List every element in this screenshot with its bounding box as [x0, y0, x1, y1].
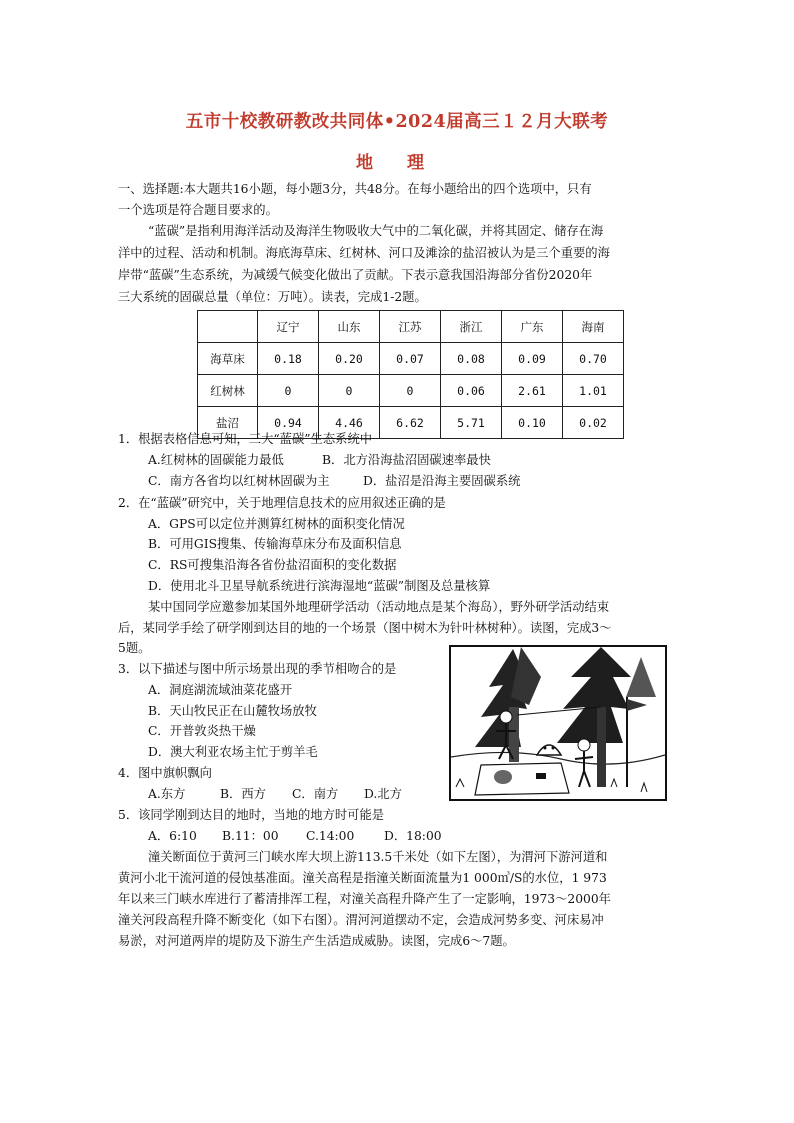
q4-option-b: B．西方: [220, 787, 266, 801]
table-cell: 4.46: [319, 407, 380, 439]
table-cell: 2.61: [502, 375, 563, 407]
q1-option-b: B．北方沿海盐沼固碳速率最快: [322, 453, 491, 467]
q3-option-b: B．天山牧民正在山麓牧场放牧: [148, 704, 317, 718]
passage-line: 潼关断面位于黄河三门峡水库大坝上游113.5千米处（如下左图），为渭河下游河道和: [148, 850, 608, 864]
flag-icon: [627, 697, 647, 787]
table-cell: 1.01: [563, 375, 624, 407]
question-1-stem: 1．根据表格信息可知，三大“蓝碳”生态系统中: [118, 432, 373, 446]
q4-option-a: A.东方: [148, 787, 186, 801]
conifer-tree-right: [557, 647, 656, 787]
subject-title: 地 理: [356, 153, 438, 173]
passage-line: 后，某同学手绘了研学刚到达目的地的一个场景（图中树木为针叶林树种）。读图，完成3～: [118, 621, 612, 635]
section-intro-line-1: 一、选择题:本大题共16小题，每小题3分，共48分。在每小题给出的四个选项中，只有: [118, 182, 592, 196]
row-label: 海草床: [198, 343, 258, 375]
q5-option-b: B.11：00: [222, 829, 279, 843]
q3-option-d: D．澳大利亚农场主忙于剪羊毛: [148, 745, 318, 759]
table-cell: 0.18: [258, 343, 319, 375]
table-cell: 0: [258, 375, 319, 407]
table-cell: 0: [319, 375, 380, 407]
table-row: [198, 375, 624, 407]
row-label: 红树林: [198, 375, 258, 407]
table-cell: 0.20: [319, 343, 380, 375]
scene-drawing: [451, 647, 665, 799]
table-row: [198, 343, 624, 375]
passage-line: 易淤，对河道两岸的堤防及下游生产生活造成威胁。读图，完成6～7题。: [118, 934, 515, 948]
picnic-mat-icon: [475, 763, 569, 795]
table-cell: 0.10: [502, 407, 563, 439]
table-cell: 5.71: [441, 407, 502, 439]
passage-line: 某中国同学应邀参加某国外地理研学活动（活动地点是某个海岛），野外研学活动结束: [148, 600, 610, 614]
passage-line: 三大系统的固碳总量（单位：万吨）。读表，完成1-2题。: [118, 290, 427, 304]
table-cell: 0.94: [258, 407, 319, 439]
table-header-cell: 广东: [502, 311, 563, 343]
passage-line: 岸带“蓝碳”生态系统，为减缓气候变化做出了贡献。下表示意我国沿海部分省份2020年: [118, 268, 593, 282]
passage-line: 年以来三门峡水库进行了蓄清排浑工程，对潼关高程升降产生了一定影响，1973～2000年: [118, 892, 611, 906]
table-header-cell: 山东: [319, 311, 380, 343]
table-cell: 6.62: [380, 407, 441, 439]
question-2-stem: 2．在“蓝碳”研究中，关于地理信息技术的应用叙述正确的是: [118, 496, 446, 510]
conifer-tree-left: [475, 647, 541, 762]
q1-option-d: D．盐沼是沿海主要固碳系统: [363, 474, 521, 488]
q5-option-c: C.14:00: [306, 829, 355, 843]
table-cell: 0.09: [502, 343, 563, 375]
passage-line: 黄河小北干流河道的侵蚀基准面。潼关高程是指潼关断面流量为1 000㎥/S的水位，1 973: [118, 871, 607, 885]
person-right-icon: [575, 739, 593, 787]
q1-option-a: A.红树林的固碳能力最低: [148, 453, 284, 467]
q4-option-c: C．南方: [292, 787, 339, 801]
q2-option-d: D．使用北斗卫星导航系统进行滨海湿地“蓝碳”制图及总量核算: [148, 579, 491, 593]
carbon-table: [197, 310, 624, 439]
table-cell: 0.02: [563, 407, 624, 439]
passage-line: 5题。: [118, 641, 151, 655]
table-corner-cell: [198, 311, 258, 343]
table-cell: 0.70: [563, 343, 624, 375]
question-5-stem: 5．该同学刚到达目的地时，当地的地方时可能是: [118, 808, 385, 822]
q2-option-a: A．GPS可以定位并测算红树林的面积变化情况: [148, 517, 405, 531]
section-intro-line-2: 一个选项是符合题目要求的。: [118, 203, 278, 217]
table-header-cell: 浙江: [441, 311, 502, 343]
table-cell: 0.08: [441, 343, 502, 375]
q2-option-c: C．RS可搜集沿海各省份盐沼面积的变化数据: [148, 558, 397, 572]
passage-line: “蓝碳”是指利用海洋活动及海洋生物吸收大气中的二氧化碳，并将其固定、储存在海: [148, 224, 604, 238]
q5-option-a: A．6:10: [148, 829, 197, 843]
row-label: 盐沼: [198, 407, 258, 439]
table-header-cell: 海南: [563, 311, 624, 343]
q4-option-d: D.北方: [364, 787, 402, 801]
table-cell: 0.07: [380, 343, 441, 375]
table-header-row: [198, 311, 624, 343]
table-header-cell: 辽宁: [258, 311, 319, 343]
q1-option-c: C．南方各省均以红树林固碳为主: [148, 474, 330, 488]
exam-title: 五市十校教研教改共同体•2024届高三１２月大联考: [185, 112, 609, 132]
question-4-stem: 4．图中旗帜飘向: [118, 766, 212, 780]
q3-option-a: A．洞庭湖流域油菜花盛开: [148, 683, 293, 697]
table-cell: 0: [380, 375, 441, 407]
tent-icon: [537, 745, 561, 755]
q2-option-b: B．可用GIS搜集、传输海草床分布及面积信息: [148, 537, 402, 551]
passage-line: 洋中的过程、活动和机制。海底海草床、红树林、河口及滩涂的盐沼被认为是三个重要的海: [118, 246, 610, 260]
q5-option-d: D．18:00: [384, 829, 442, 843]
passage-line: 潼关河段高程升降不断变化（如下右图）。渭河河道摆动不定，会造成河势多变、河床易冲: [118, 913, 604, 927]
table-cell: 0.06: [441, 375, 502, 407]
field-trip-illustration: [449, 645, 667, 801]
table-header-cell: 江苏: [380, 311, 441, 343]
q3-option-c: C．开普敦炎热干燥: [148, 724, 256, 738]
question-3-stem: 3．以下描述与图中所示场景出现的季节相吻合的是: [118, 662, 397, 676]
